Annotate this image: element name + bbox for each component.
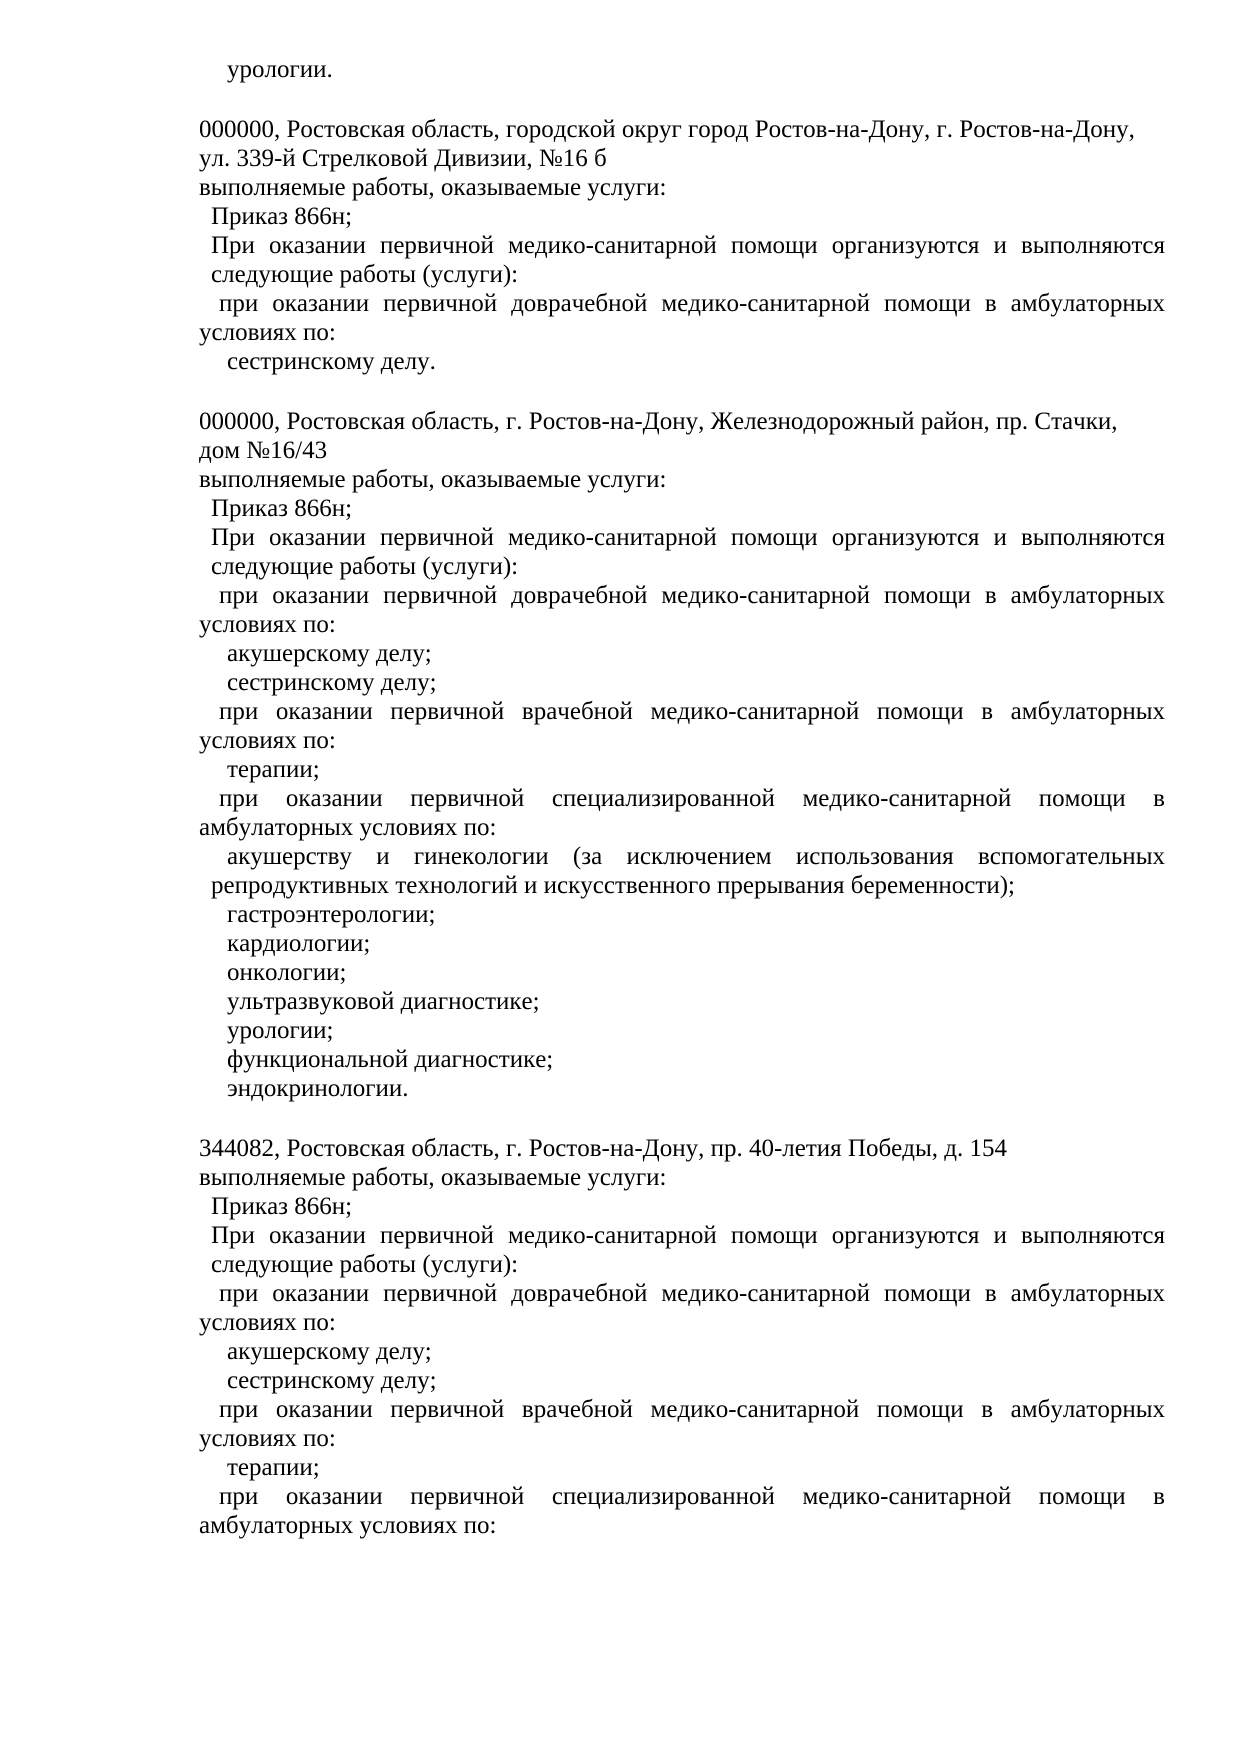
text-line: При оказании первичной медико-санитарной помощи организуются и выполняются: [211, 524, 1165, 551]
text-line: при оказании первичной врачебной медико-санитарной помощи в амбулаторных: [219, 698, 1165, 725]
document-page: [199, 55, 1165, 1540]
text-line: условиях по:: [199, 1425, 336, 1452]
text-line: при оказании первичной специализированной медико-санитарной помощи в: [219, 1483, 1165, 1510]
text-line: терапии;: [227, 756, 320, 783]
text-line: при оказании первичной доврачебной медико-санитарной помощи в амбулаторных: [219, 1280, 1165, 1307]
text-line: сестринскому делу;: [227, 669, 437, 696]
text-line: следующие работы (услуги):: [211, 1251, 519, 1278]
text-line: условиях по:: [199, 727, 336, 754]
text-line: выполняемые работы, оказываемые услуги:: [199, 1164, 667, 1191]
text-line: терапии;: [227, 1454, 320, 1481]
text-line: функциональной диагностике;: [227, 1046, 554, 1073]
services-list-tail: [199, 55, 1165, 84]
text-line: следующие работы (услуги):: [211, 553, 519, 580]
text-line: Приказ 866н;: [211, 495, 353, 522]
text-line: Приказ 866н;: [211, 203, 353, 230]
text-line: при оказании первичной специализированной медико-санитарной помощи в: [219, 785, 1165, 812]
text-line: при оказании первичной доврачебной медико-санитарной помощи в амбулаторных: [219, 290, 1165, 317]
text-line: выполняемые работы, оказываемые услуги:: [199, 466, 667, 493]
text-line: при оказании первичной доврачебной медико-санитарной помощи в амбулаторных: [219, 582, 1165, 609]
text-line: условиях по:: [199, 1309, 336, 1336]
text-line: амбулаторных условиях по:: [199, 1512, 497, 1539]
text-line: акушерству и гинекологии (за исключением использования вспомогательных: [227, 843, 1165, 870]
text-line: репродуктивных технологий и искусственного прерывания беременности);: [211, 872, 1015, 899]
text-line: 000000, Ростовская область, г. Ростов-на-Дону, Железнодорожный район, пр. Стачки,: [199, 408, 1118, 435]
text-line: Приказ 866н;: [211, 1193, 353, 1220]
location-block-2: [199, 407, 1165, 1103]
text-line: условиях по:: [199, 319, 336, 346]
text-line: акушерскому делу;: [227, 640, 432, 667]
text-line: дом №16/43: [199, 437, 328, 464]
text-line: выполняемые работы, оказываемые услуги:: [199, 174, 667, 201]
text-line: сестринскому делу.: [227, 348, 436, 375]
text-line: следующие работы (услуги):: [211, 261, 519, 288]
text-line: эндокринологии.: [227, 1075, 409, 1102]
text-line: кардиологии;: [227, 930, 371, 957]
text-line: При оказании первичной медико-санитарной помощи организуются и выполняются: [211, 232, 1165, 259]
text-line: ул. 339-й Стрелковой Дивизии, №16 б: [199, 145, 607, 172]
text-line: 000000, Ростовская область, городской округ город Ростов-на-Дону, г. Ростов-на-Дону,: [199, 116, 1135, 143]
text-line: акушерскому делу;: [227, 1338, 432, 1365]
text-line: урологии.: [227, 56, 333, 83]
text-line: онкологии;: [227, 959, 347, 986]
text-line: условиях по:: [199, 611, 336, 638]
text-line: гастроэнтерологии;: [227, 901, 436, 928]
location-block-1: [199, 115, 1165, 376]
text-line: При оказании первичной медико-санитарной помощи организуются и выполняются: [211, 1222, 1165, 1249]
text-line: сестринскому делу;: [227, 1367, 437, 1394]
text-line: урологии;: [227, 1017, 334, 1044]
text-line: 344082, Ростовская область, г. Ростов-на-Дону, пр. 40-летия Победы, д. 154: [199, 1135, 1008, 1162]
text-line: амбулаторных условиях по:: [199, 814, 497, 841]
location-block-3: [199, 1134, 1165, 1540]
text-line: при оказании первичной врачебной медико-санитарной помощи в амбулаторных: [219, 1396, 1165, 1423]
text-line: ультразвуковой диагностике;: [227, 988, 540, 1015]
